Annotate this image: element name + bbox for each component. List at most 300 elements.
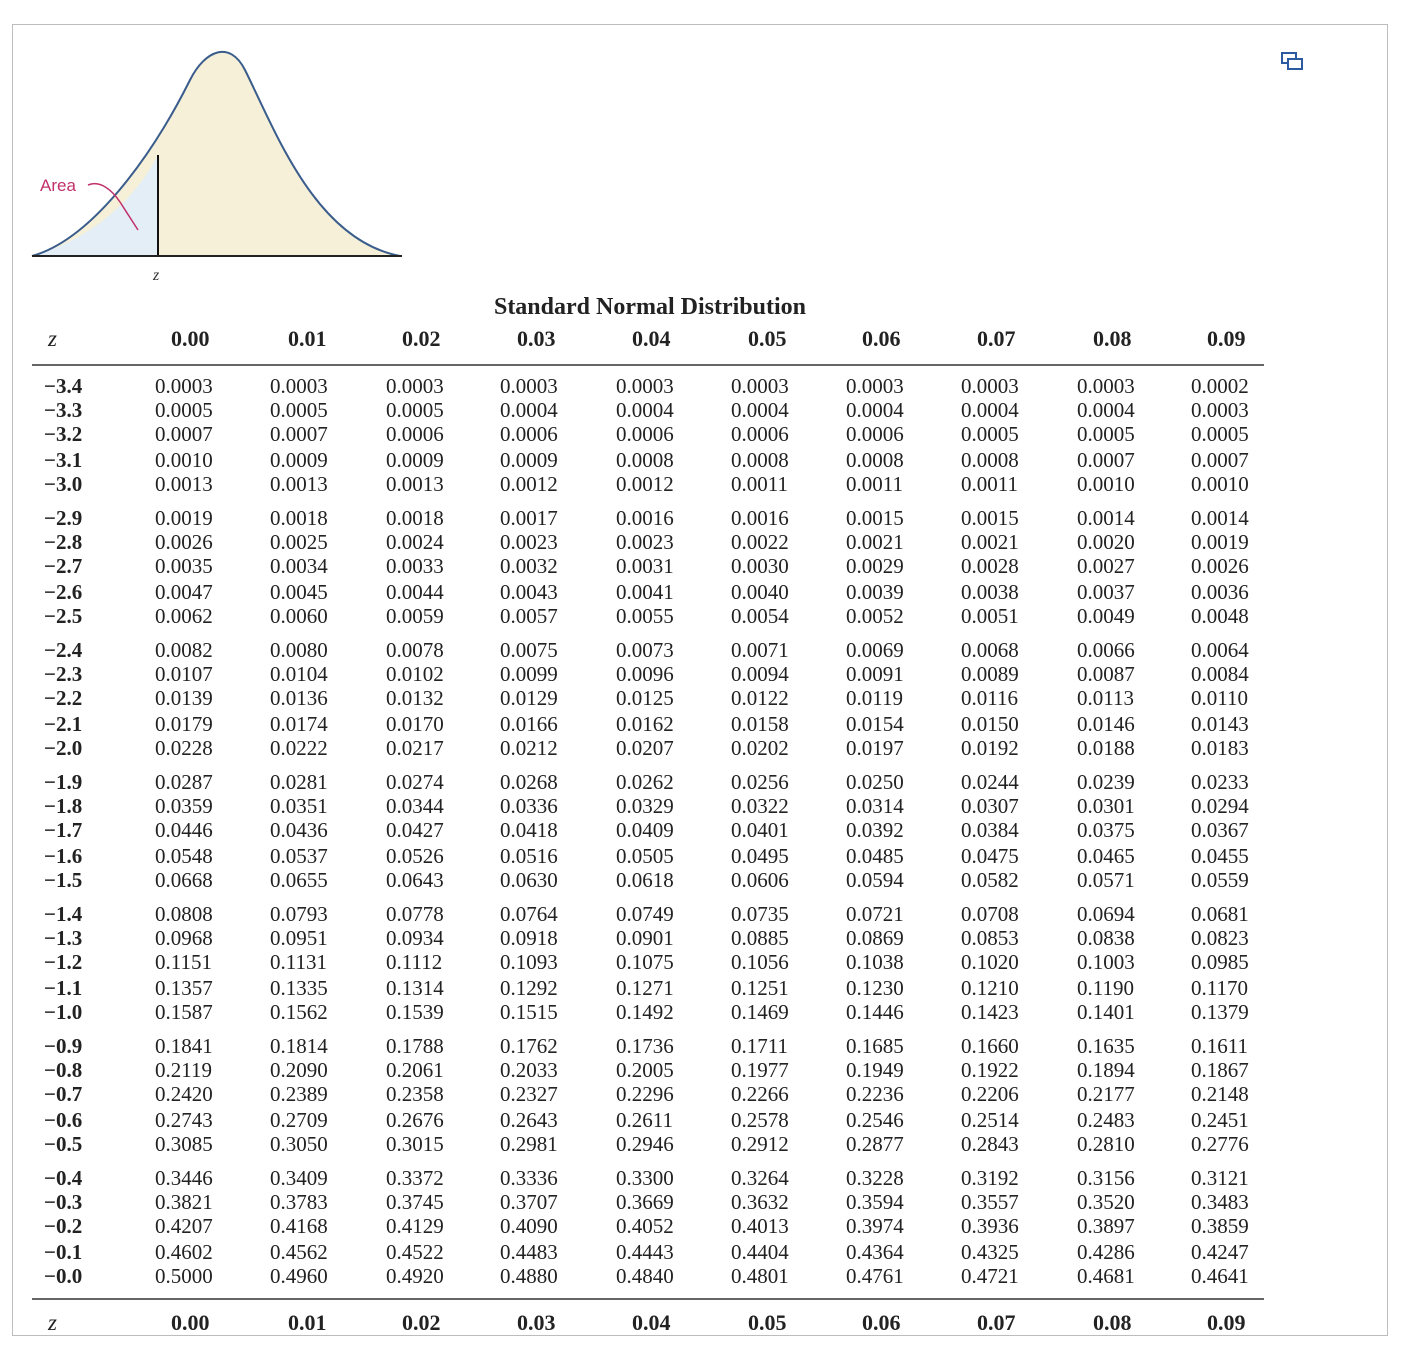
probability-cell: 0.2389 (270, 1082, 328, 1106)
probability-cell: 0.1170 (1191, 976, 1248, 1000)
probability-cell: 0.2946 (616, 1132, 674, 1156)
probability-cell: 0.3821 (155, 1190, 213, 1214)
probability-cell: 0.0793 (270, 902, 328, 926)
probability-cell: 0.3409 (270, 1166, 328, 1190)
probability-cell: 0.0039 (846, 580, 904, 604)
probability-cell: 0.0465 (1077, 844, 1135, 868)
probability-cell: 0.0104 (270, 662, 328, 686)
probability-cell: 0.0004 (961, 398, 1019, 422)
probability-cell: 0.0749 (616, 902, 674, 926)
probability-cell: 0.0004 (1077, 398, 1135, 422)
probability-cell: 0.0314 (846, 794, 904, 818)
probability-cell: 0.3372 (386, 1166, 444, 1190)
probability-cell: 0.0516 (500, 844, 558, 868)
probability-cell: 0.1788 (386, 1034, 444, 1058)
probability-cell: 0.0003 (846, 374, 904, 398)
probability-cell: 0.0071 (731, 638, 789, 662)
probability-cell: 0.0008 (731, 448, 789, 472)
probability-cell: 0.0721 (846, 902, 904, 926)
probability-cell: 0.1093 (500, 950, 558, 974)
probability-cell: 0.0060 (270, 604, 328, 628)
probability-cell: 0.0233 (1191, 770, 1249, 794)
probability-cell: 0.0052 (846, 604, 904, 628)
area-label: Area (40, 176, 76, 195)
probability-cell: 0.0016 (616, 506, 674, 530)
probability-cell: 0.2327 (500, 1082, 558, 1106)
probability-cell: 0.0548 (155, 844, 213, 868)
probability-cell: 0.0003 (961, 374, 1019, 398)
probability-cell: 0.0044 (386, 580, 444, 604)
probability-cell: 0.0047 (155, 580, 213, 604)
probability-cell: 0.0004 (731, 398, 789, 422)
probability-cell: 0.0003 (616, 374, 674, 398)
probability-cell: 0.0003 (155, 374, 213, 398)
probability-cell: 0.0003 (500, 374, 558, 398)
probability-cell: 0.4052 (616, 1214, 674, 1238)
probability-cell: 0.0143 (1191, 712, 1249, 736)
z-value-cell: −0.1 (44, 1240, 83, 1264)
probability-cell: 0.2843 (961, 1132, 1019, 1156)
probability-cell: 0.0192 (961, 736, 1019, 760)
probability-cell: 0.5000 (155, 1264, 213, 1288)
probability-cell: 0.4207 (155, 1214, 213, 1238)
probability-cell: 0.4801 (731, 1264, 789, 1288)
probability-cell: 0.0708 (961, 902, 1019, 926)
column-header: 0.02 (402, 326, 441, 351)
probability-cell: 0.0010 (1191, 472, 1249, 496)
probability-cell: 0.0150 (961, 712, 1019, 736)
probability-cell: 0.0968 (155, 926, 213, 950)
probability-cell: 0.3707 (500, 1190, 558, 1214)
probability-cell: 0.4483 (500, 1240, 558, 1264)
probability-cell: 0.4090 (500, 1214, 558, 1238)
probability-cell: 0.0064 (1191, 638, 1249, 662)
probability-cell: 0.1423 (961, 1000, 1019, 1024)
probability-cell: 0.0026 (155, 530, 213, 554)
probability-cell: 0.1685 (846, 1034, 904, 1058)
probability-cell: 0.0901 (616, 926, 674, 950)
probability-cell: 0.0436 (270, 818, 328, 842)
probability-cell: 0.0287 (155, 770, 213, 794)
z-value-cell: −2.3 (44, 662, 83, 686)
probability-cell: 0.0202 (731, 736, 789, 760)
z-value-cell: −0.8 (44, 1058, 83, 1082)
probability-cell: 0.0014 (1191, 506, 1249, 530)
column-header: 0.08 (1093, 1310, 1132, 1335)
probability-cell: 0.3974 (846, 1214, 904, 1238)
probability-cell: 0.0446 (155, 818, 213, 842)
probability-cell: 0.1539 (386, 1000, 444, 1024)
probability-cell: 0.4562 (270, 1240, 328, 1264)
probability-cell: 0.0158 (731, 712, 789, 736)
probability-cell: 0.3446 (155, 1166, 213, 1190)
probability-cell: 0.1814 (270, 1034, 328, 1058)
probability-cell: 0.3936 (961, 1214, 1019, 1238)
probability-cell: 0.0853 (961, 926, 1019, 950)
probability-cell: 0.0197 (846, 736, 904, 760)
probability-cell: 0.0526 (386, 844, 444, 868)
probability-cell: 0.1292 (500, 976, 558, 1000)
column-header: 0.04 (632, 1310, 671, 1335)
probability-cell: 0.0029 (846, 554, 904, 578)
probability-cell: 0.0228 (155, 736, 213, 760)
probability-cell: 0.0495 (731, 844, 789, 868)
probability-cell: 0.0918 (500, 926, 558, 950)
probability-cell: 0.0013 (155, 472, 213, 496)
probability-cell: 0.3085 (155, 1132, 213, 1156)
probability-cell: 0.1357 (155, 976, 213, 1000)
z-value-cell: −2.2 (44, 686, 83, 710)
probability-cell: 0.3300 (616, 1166, 674, 1190)
probability-cell: 0.2776 (1191, 1132, 1249, 1156)
probability-cell: 0.0375 (1077, 818, 1135, 842)
probability-cell: 0.0239 (1077, 770, 1135, 794)
probability-cell: 0.1977 (731, 1058, 789, 1082)
probability-cell: 0.0062 (155, 604, 213, 628)
column-header: 0.06 (862, 326, 901, 351)
probability-cell: 0.0294 (1191, 794, 1249, 818)
probability-cell: 0.2119 (155, 1058, 212, 1082)
probability-cell: 0.2061 (386, 1058, 444, 1082)
probability-cell: 0.0537 (270, 844, 328, 868)
probability-cell: 0.3520 (1077, 1190, 1135, 1214)
probability-cell: 0.2177 (1077, 1082, 1135, 1106)
probability-cell: 0.0869 (846, 926, 904, 950)
probability-cell: 0.0011 (846, 472, 903, 496)
probability-cell: 0.0045 (270, 580, 328, 604)
probability-cell: 0.0301 (1077, 794, 1135, 818)
probability-cell: 0.0099 (500, 662, 558, 686)
probability-cell: 0.0055 (616, 604, 674, 628)
probability-cell: 0.0073 (616, 638, 674, 662)
probability-cell: 0.0668 (155, 868, 213, 892)
probability-cell: 0.0885 (731, 926, 789, 950)
probability-cell: 0.0102 (386, 662, 444, 686)
probability-cell: 0.2514 (961, 1108, 1019, 1132)
curve-body (32, 52, 400, 256)
probability-cell: 0.0207 (616, 736, 674, 760)
probability-cell: 0.2266 (731, 1082, 789, 1106)
probability-cell: 0.0008 (616, 448, 674, 472)
probability-cell: 0.0008 (846, 448, 904, 472)
probability-cell: 0.4325 (961, 1240, 1019, 1264)
probability-cell: 0.2296 (616, 1082, 674, 1106)
probability-cell: 0.1587 (155, 1000, 213, 1024)
probability-cell: 0.4129 (386, 1214, 444, 1238)
z-value-cell: −3.4 (44, 374, 83, 398)
probability-cell: 0.4404 (731, 1240, 789, 1264)
z-value-cell: −1.5 (44, 868, 83, 892)
probability-cell: 0.1736 (616, 1034, 674, 1058)
probability-cell: 0.0274 (386, 770, 444, 794)
z-value-cell: −0.5 (44, 1132, 83, 1156)
z-value-cell: −2.0 (44, 736, 83, 760)
probability-cell: 0.0139 (155, 686, 213, 710)
probability-cell: 0.0934 (386, 926, 444, 950)
z-value-cell: −3.1 (44, 448, 83, 472)
probability-cell: 0.2005 (616, 1058, 674, 1082)
probability-cell: 0.2148 (1191, 1082, 1249, 1106)
probability-cell: 0.0582 (961, 868, 1019, 892)
probability-cell: 0.4522 (386, 1240, 444, 1264)
probability-cell: 0.4247 (1191, 1240, 1249, 1264)
probability-cell: 0.1314 (386, 976, 444, 1000)
z-value-cell: −2.8 (44, 530, 83, 554)
z-value-cell: −3.0 (44, 472, 83, 496)
probability-cell: 0.0013 (270, 472, 328, 496)
probability-cell: 0.0004 (500, 398, 558, 422)
probability-cell: 0.2358 (386, 1082, 444, 1106)
probability-cell: 0.0985 (1191, 950, 1249, 974)
probability-cell: 0.2090 (270, 1058, 328, 1082)
probability-cell: 0.0018 (386, 506, 444, 530)
z-value-cell: −1.7 (44, 818, 83, 842)
probability-cell: 0.0571 (1077, 868, 1135, 892)
column-header: 0.03 (517, 326, 556, 351)
probability-cell: 0.0066 (1077, 638, 1135, 662)
probability-cell: 0.0392 (846, 818, 904, 842)
column-header: 0.08 (1093, 326, 1132, 351)
probability-cell: 0.2483 (1077, 1108, 1135, 1132)
z-value-cell: −0.2 (44, 1214, 83, 1238)
probability-cell: 0.0003 (386, 374, 444, 398)
probability-cell: 0.0107 (155, 662, 213, 686)
probability-cell: 0.0051 (961, 604, 1019, 628)
probability-cell: 0.0125 (616, 686, 674, 710)
z-value-cell: −2.6 (44, 580, 83, 604)
probability-cell: 0.1401 (1077, 1000, 1135, 1024)
probability-cell: 0.0003 (1191, 398, 1249, 422)
probability-cell: 0.4168 (270, 1214, 328, 1238)
column-header: 0.00 (171, 1310, 210, 1335)
probability-cell: 0.1492 (616, 1000, 674, 1024)
probability-cell: 0.2451 (1191, 1108, 1249, 1132)
probability-cell: 0.1251 (731, 976, 789, 1000)
z-value-cell: −0.3 (44, 1190, 83, 1214)
probability-cell: 0.3897 (1077, 1214, 1135, 1238)
probability-cell: 0.0655 (270, 868, 328, 892)
probability-cell: 0.3859 (1191, 1214, 1249, 1238)
probability-cell: 0.0643 (386, 868, 444, 892)
probability-cell: 0.1515 (500, 1000, 558, 1024)
probability-cell: 0.0351 (270, 794, 328, 818)
probability-cell: 0.0559 (1191, 868, 1249, 892)
probability-cell: 0.0031 (616, 554, 674, 578)
probability-cell: 0.3015 (386, 1132, 444, 1156)
probability-cell: 0.0427 (386, 818, 444, 842)
probability-cell: 0.0418 (500, 818, 558, 842)
probability-cell: 0.1131 (270, 950, 327, 974)
probability-cell: 0.2709 (270, 1108, 328, 1132)
header-rule-bottom (32, 1298, 1264, 1300)
probability-cell: 0.1190 (1077, 976, 1134, 1000)
probability-cell: 0.0188 (1077, 736, 1135, 760)
probability-cell: 0.0119 (846, 686, 903, 710)
probability-cell: 0.0015 (846, 506, 904, 530)
z-value-cell: −2.1 (44, 712, 83, 736)
probability-cell: 0.2236 (846, 1082, 904, 1106)
probability-cell: 0.0021 (846, 530, 904, 554)
probability-cell: 0.0003 (1077, 374, 1135, 398)
probability-cell: 0.1151 (155, 950, 212, 974)
probability-cell: 0.0094 (731, 662, 789, 686)
column-header: 0.09 (1207, 1310, 1246, 1335)
probability-cell: 0.0122 (731, 686, 789, 710)
column-header: 0.05 (748, 1310, 787, 1335)
probability-cell: 0.0014 (1077, 506, 1135, 530)
probability-cell: 0.0735 (731, 902, 789, 926)
probability-cell: 0.0594 (846, 868, 904, 892)
probability-cell: 0.0033 (386, 554, 444, 578)
column-header: 0.06 (862, 1310, 901, 1335)
probability-cell: 0.3745 (386, 1190, 444, 1214)
z-value-cell: −2.5 (44, 604, 83, 628)
probability-cell: 0.0010 (1077, 472, 1135, 496)
probability-cell: 0.0244 (961, 770, 1019, 794)
probability-cell: 0.0006 (616, 422, 674, 446)
probability-cell: 0.0021 (961, 530, 1019, 554)
column-header: 0.07 (977, 326, 1016, 351)
probability-cell: 0.0024 (386, 530, 444, 554)
probability-cell: 0.0068 (961, 638, 1019, 662)
probability-cell: 0.0034 (270, 554, 328, 578)
probability-cell: 0.0054 (731, 604, 789, 628)
z-value-cell: −1.4 (44, 902, 83, 926)
probability-cell: 0.0006 (846, 422, 904, 446)
probability-cell: 0.0007 (155, 422, 213, 446)
probability-cell: 0.1379 (1191, 1000, 1249, 1024)
table-title: Standard Normal Distribution (493, 294, 807, 320)
popout-window-icon[interactable] (1280, 50, 1304, 72)
probability-cell: 0.0281 (270, 770, 328, 794)
probability-cell: 0.0005 (270, 398, 328, 422)
probability-cell: 0.3050 (270, 1132, 328, 1156)
probability-cell: 0.0217 (386, 736, 444, 760)
z-value-cell: −1.9 (44, 770, 83, 794)
z-value-cell: −2.7 (44, 554, 83, 578)
probability-cell: 0.0329 (616, 794, 674, 818)
probability-cell: 0.1635 (1077, 1034, 1135, 1058)
z-column-header: z (48, 326, 57, 351)
probability-cell: 0.0003 (270, 374, 328, 398)
header-rule-top (32, 364, 1264, 366)
z-value-cell: −1.8 (44, 794, 83, 818)
probability-cell: 0.2643 (500, 1108, 558, 1132)
probability-cell: 0.0618 (616, 868, 674, 892)
probability-cell: 0.0606 (731, 868, 789, 892)
probability-cell: 0.3336 (500, 1166, 558, 1190)
probability-cell: 0.1841 (155, 1034, 213, 1058)
probability-cell: 0.3483 (1191, 1190, 1249, 1214)
probability-cell: 0.0838 (1077, 926, 1135, 950)
probability-cell: 0.3264 (731, 1166, 789, 1190)
z-value-cell: −1.1 (44, 976, 83, 1000)
column-header: 0.04 (632, 326, 671, 351)
probability-cell: 0.2611 (616, 1108, 673, 1132)
probability-cell: 0.4880 (500, 1264, 558, 1288)
probability-cell: 0.2877 (846, 1132, 904, 1156)
probability-cell: 0.0008 (961, 448, 1019, 472)
z-value-cell: −1.6 (44, 844, 83, 868)
probability-cell: 0.0004 (616, 398, 674, 422)
probability-cell: 0.0011 (961, 472, 1018, 496)
probability-cell: 0.3156 (1077, 1166, 1135, 1190)
z-value-cell: −0.0 (44, 1264, 83, 1288)
probability-cell: 0.0091 (846, 662, 904, 686)
probability-cell: 0.0048 (1191, 604, 1249, 628)
probability-cell: 0.0041 (616, 580, 674, 604)
probability-cell: 0.0096 (616, 662, 674, 686)
z-value-cell: −1.2 (44, 950, 83, 974)
probability-cell: 0.1075 (616, 950, 674, 974)
probability-cell: 0.0336 (500, 794, 558, 818)
column-header: 0.00 (171, 326, 210, 351)
probability-cell: 0.0250 (846, 770, 904, 794)
probability-cell: 0.0017 (500, 506, 558, 530)
probability-cell: 0.0082 (155, 638, 213, 662)
probability-cell: 0.0113 (1077, 686, 1134, 710)
probability-cell: 0.2033 (500, 1058, 558, 1082)
z-value-cell: −3.2 (44, 422, 83, 446)
probability-cell: 0.0006 (386, 422, 444, 446)
probability-cell: 0.0116 (961, 686, 1018, 710)
probability-cell: 0.0485 (846, 844, 904, 868)
z-column-header: z (48, 1310, 57, 1335)
probability-cell: 0.1230 (846, 976, 904, 1000)
probability-cell: 0.1056 (731, 950, 789, 974)
probability-cell: 0.0307 (961, 794, 1019, 818)
probability-cell: 0.0166 (500, 712, 558, 736)
probability-cell: 0.0005 (1077, 422, 1135, 446)
probability-cell: 0.4681 (1077, 1264, 1135, 1288)
column-header: 0.01 (288, 326, 327, 351)
probability-cell: 0.0012 (616, 472, 674, 496)
column-header: 0.02 (402, 1310, 441, 1335)
z-value-cell: −3.3 (44, 398, 83, 422)
probability-cell: 0.0951 (270, 926, 328, 950)
probability-cell: 0.0089 (961, 662, 1019, 686)
probability-cell: 0.0080 (270, 638, 328, 662)
probability-cell: 0.0475 (961, 844, 1019, 868)
probability-cell: 0.0136 (270, 686, 328, 710)
column-header: 0.07 (977, 1310, 1016, 1335)
probability-cell: 0.0778 (386, 902, 444, 926)
probability-cell: 0.0028 (961, 554, 1019, 578)
z-value-cell: −2.4 (44, 638, 83, 662)
probability-cell: 0.0018 (270, 506, 328, 530)
probability-cell: 0.0409 (616, 818, 674, 842)
probability-cell: 0.2981 (500, 1132, 558, 1156)
probability-cell: 0.0023 (500, 530, 558, 554)
probability-cell: 0.0015 (961, 506, 1019, 530)
probability-cell: 0.0005 (155, 398, 213, 422)
probability-cell: 0.1112 (386, 950, 443, 974)
probability-cell: 0.2676 (386, 1108, 444, 1132)
probability-cell: 0.1210 (961, 976, 1019, 1000)
probability-cell: 0.3783 (270, 1190, 328, 1214)
probability-cell: 0.0256 (731, 770, 789, 794)
z-value-cell: −0.4 (44, 1166, 83, 1190)
probability-cell: 0.0367 (1191, 818, 1249, 842)
probability-cell: 0.4920 (386, 1264, 444, 1288)
z-axis-label: z (153, 267, 160, 284)
z-value-cell: −1.3 (44, 926, 83, 950)
probability-cell: 0.2206 (961, 1082, 1019, 1106)
probability-cell: 0.0049 (1077, 604, 1135, 628)
probability-cell: 0.0384 (961, 818, 1019, 842)
probability-cell: 0.0069 (846, 638, 904, 662)
probability-cell: 0.4286 (1077, 1240, 1135, 1264)
